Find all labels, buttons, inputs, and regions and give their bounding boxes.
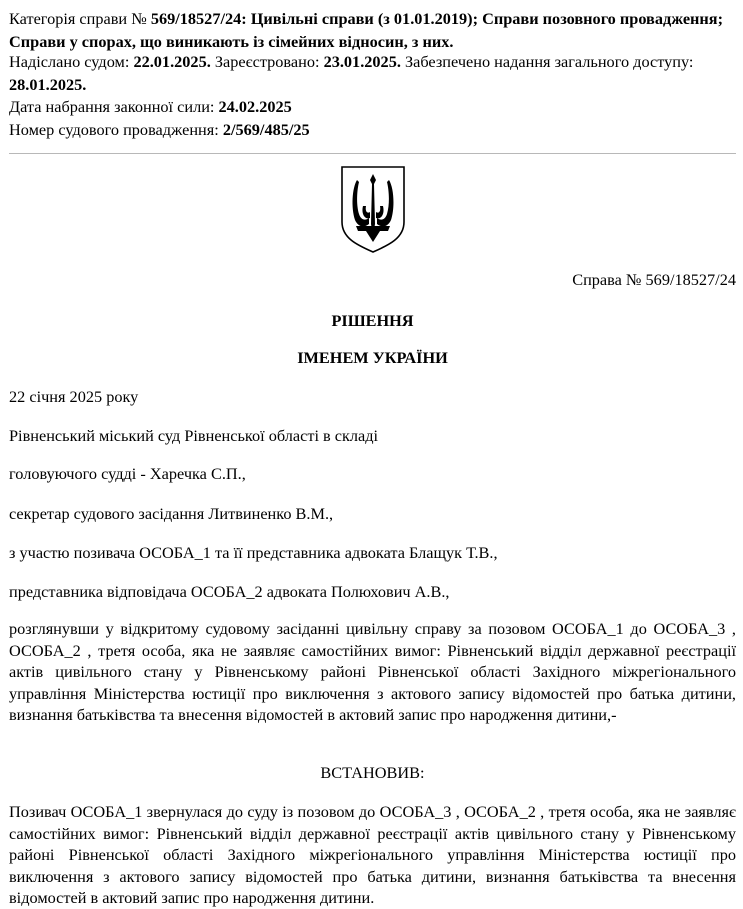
case-dates — [9, 51, 736, 96]
case-category — [9, 8, 736, 53]
divider — [9, 153, 736, 154]
case-number: Справа № 569/18527/24 — [572, 270, 736, 289]
category-label: Категорія справи № — [9, 9, 151, 28]
defendant-representative: представника відповідача ОСОБА_2 адвоката Полюхович А.В., — [9, 582, 450, 601]
access-value: 28.01.2025. — [9, 74, 87, 94]
registered-value: 23.01.2025. — [323, 52, 401, 71]
body-paragraph: Позивач ОСОБА_1 звернулася до суду із позовом до ОСОБА_3 , ОСОБА_2 , третя особа, яка не заявляє самостійних вимог: Рівненський відділ державної реєстрації актів цивільного стану у Рівненському районі Рівненської області Західного міжрегіонального управління Міністерства юстиції про виключення з актового запису відомостей про батька дитини, визнання батьківства та внесення відомостей в актовий запис про народження дитини. — [9, 802, 736, 908]
decision-date: 22 січня 2025 року — [9, 387, 139, 406]
category-value: 569/18527/24: Цивільні справи (з 01.01.2019); Справи позовного провадження; Справи у спорах, що виникають із сімейних відносин, з них. — [9, 9, 724, 51]
access-label: Забезпечено надання загального доступу: — [400, 52, 694, 71]
proceeding-number — [9, 119, 736, 142]
effective-label: Дата набрання законної сили: — [9, 97, 219, 116]
sent-value: 22.01.2025. — [133, 52, 211, 71]
established-heading: ВСТАНОВИВ: — [320, 763, 425, 782]
effective-date — [9, 96, 736, 119]
plaintiff-representative: з участю позивача ОСОБА_1 та її представника адвоката Блащук Т.В., — [9, 543, 498, 562]
presiding-judge: головуючого судді - Харечка С.П., — [9, 464, 246, 483]
court-secretary: секретар судового засідання Литвиненко В.М., — [9, 504, 334, 523]
court-name: Рівненський міський суд Рівненської області в складі — [9, 426, 379, 445]
sent-label: Надіслано судом: — [9, 52, 134, 71]
document-title: РІШЕННЯ — [331, 311, 414, 330]
considered-paragraph: розглянувши у відкритому судовому засіданні цивільну справу за позовом ОСОБА_1 до ОСОБА_3 , ОСОБА_2 , третя особа, яка не заявляє самостійних вимог: Рівненський відділ державної реєстрації актів цивільного стану у Рівненському районі Рівненської області Західного міжрегіонального управління Міністерства юстиції про виключення з актового запису відомостей про батька дитини, визнання батьківства та внесення відомостей в актовий запис про народження дитини,- — [9, 619, 736, 725]
registered-label: Зареєстровано: — [210, 52, 324, 71]
proceeding-label: Номер судового провадження: — [9, 120, 223, 139]
effective-value: 24.02.2025 — [218, 97, 292, 116]
proceeding-value: 2/569/485/25 — [222, 120, 310, 139]
document-subtitle: ІМЕНЕМ УКРАЇНИ — [297, 348, 448, 367]
ukraine-coat-of-arms-icon — [339, 164, 407, 254]
